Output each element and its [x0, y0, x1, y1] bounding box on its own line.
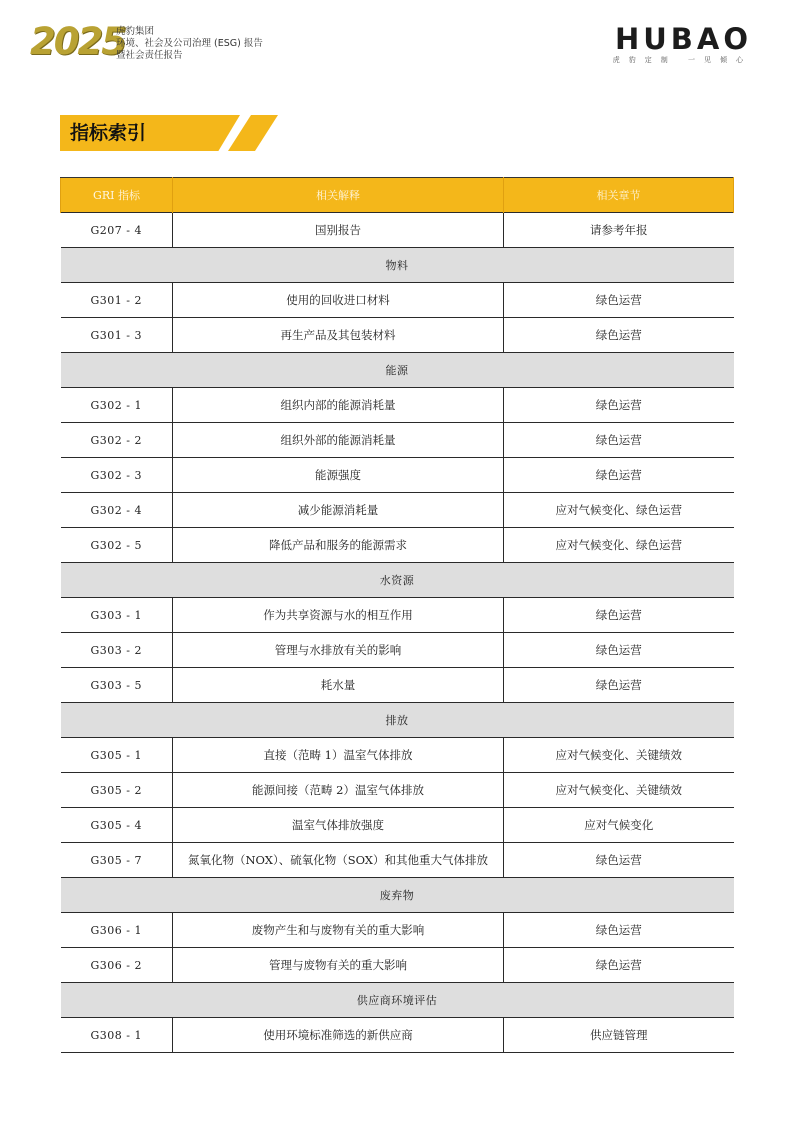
description-cell: 能源强度: [173, 458, 504, 493]
table-row: [61, 843, 734, 878]
chapter-cell: 绿色运营: [504, 458, 734, 493]
chapter-cell: 绿色运营: [504, 388, 734, 423]
description-cell: 降低产品和服务的能源需求: [173, 528, 504, 563]
table-group-row: [61, 703, 734, 738]
description-cell: 管理与废物有关的重大影响: [173, 948, 504, 983]
description-cell: 组织内部的能源消耗量: [173, 388, 504, 423]
chapter-cell: 应对气候变化、绿色运营: [504, 493, 734, 528]
chapter-cell: 请参考年报: [504, 213, 734, 248]
description-cell: 管理与水排放有关的影响: [173, 633, 504, 668]
section-title: 指标索引: [70, 122, 147, 144]
chapter-cell: 绿色运营: [504, 913, 734, 948]
chapter-cell: 应对气候变化、关键绩效: [504, 773, 734, 808]
description-cell: 废物产生和与废物有关的重大影响: [173, 913, 504, 948]
group-label: 物料: [61, 248, 734, 283]
description-cell: 国别报告: [173, 213, 504, 248]
chapter-cell: 绿色运营: [504, 843, 734, 878]
chapter-cell: 绿色运营: [504, 633, 734, 668]
gri-code-cell: G207 - 4: [61, 213, 173, 248]
table-row: [61, 213, 734, 248]
table-group-row: [61, 878, 734, 913]
description-cell: 氮氧化物（NOX）、硫氧化物（SOX）和其他重大气体排放: [173, 843, 504, 878]
gri-code-cell: G303 - 2: [61, 633, 173, 668]
table-group-row: [61, 563, 734, 598]
table-row: [61, 493, 734, 528]
description-cell: 直接（范畴 1）温室气体排放: [173, 738, 504, 773]
chapter-cell: 绿色运营: [504, 283, 734, 318]
table-row: [61, 423, 734, 458]
chapter-cell: 绿色运营: [504, 598, 734, 633]
gri-code-cell: G303 - 5: [61, 668, 173, 703]
table-row: [61, 808, 734, 843]
chapter-cell: 应对气候变化、绿色运营: [504, 528, 734, 563]
table-row: [61, 388, 734, 423]
chapter-cell: 绿色运营: [504, 318, 734, 353]
gri-code-cell: G306 - 2: [61, 948, 173, 983]
gri-code-cell: G305 - 2: [61, 773, 173, 808]
report-title-line2: 暨社会责任报告: [116, 50, 183, 61]
gri-code-cell: G305 - 4: [61, 808, 173, 843]
description-cell: 能源间接（范畴 2）温室气体排放: [173, 773, 504, 808]
description-cell: 使用的回收进口材料: [173, 283, 504, 318]
brand-logo: [613, 24, 752, 65]
group-label: 排放: [61, 703, 734, 738]
gri-code-cell: G302 - 1: [61, 388, 173, 423]
chapter-cell: 供应链管理: [504, 1018, 734, 1053]
description-cell: 组织外部的能源消耗量: [173, 423, 504, 458]
year-logo: 2025: [30, 20, 125, 63]
table-body: [61, 213, 734, 1053]
table-row: [61, 738, 734, 773]
description-cell: 再生产品及其包装材料: [173, 318, 504, 353]
table-group-row: [61, 248, 734, 283]
table-row: [61, 773, 734, 808]
gri-code-cell: G302 - 4: [61, 493, 173, 528]
brand-name: HUBAO: [614, 22, 752, 56]
gri-code-cell: G308 - 1: [61, 1018, 173, 1053]
description-cell: 使用环境标准筛选的新供应商: [173, 1018, 504, 1053]
table-group-row: [61, 353, 734, 388]
group-label: 供应商环境评估: [61, 983, 734, 1018]
group-label: 废弃物: [61, 878, 734, 913]
gri-code-cell: G302 - 3: [61, 458, 173, 493]
table-header-row: [61, 178, 734, 213]
description-cell: 温室气体排放强度: [173, 808, 504, 843]
group-label: 能源: [61, 353, 734, 388]
description-cell: 耗水量: [173, 668, 504, 703]
description-cell: 减少能源消耗量: [173, 493, 504, 528]
section-banner: [60, 115, 280, 151]
header-description: 相关解释: [173, 178, 504, 213]
company-name: 虎豹集团: [116, 26, 155, 37]
report-title-line1: 环境、社会及公司治理 (ESG) 报告: [116, 38, 263, 49]
table-row: [61, 598, 734, 633]
gri-code-cell: G302 - 2: [61, 423, 173, 458]
table-row: [61, 668, 734, 703]
table-row: [61, 318, 734, 353]
table-row: [61, 913, 734, 948]
table-row: [61, 528, 734, 563]
table-row: [61, 633, 734, 668]
chapter-cell: 应对气候变化: [504, 808, 734, 843]
report-header-text: [116, 26, 263, 62]
table-row: [61, 283, 734, 318]
gri-code-cell: G306 - 1: [61, 913, 173, 948]
table-row: [61, 948, 734, 983]
chapter-cell: 绿色运营: [504, 668, 734, 703]
gri-code-cell: G301 - 2: [61, 283, 173, 318]
table-row: [61, 458, 734, 493]
gri-code-cell: G303 - 1: [61, 598, 173, 633]
group-label: 水资源: [61, 563, 734, 598]
chapter-cell: 应对气候变化、关键绩效: [504, 738, 734, 773]
table-group-row: [61, 983, 734, 1018]
header-chapter: 相关章节: [504, 178, 734, 213]
brand-slogan: 虎豹定制 一见倾心: [612, 56, 752, 64]
description-cell: 作为共享资源与水的相互作用: [173, 598, 504, 633]
chapter-cell: 绿色运营: [504, 423, 734, 458]
header-gri-code: GRI 指标: [61, 178, 173, 213]
gri-code-cell: G305 - 1: [61, 738, 173, 773]
gri-code-cell: G302 - 5: [61, 528, 173, 563]
chapter-cell: 绿色运营: [504, 948, 734, 983]
table-row: [61, 1018, 734, 1053]
gri-code-cell: G305 - 7: [61, 843, 173, 878]
gri-code-cell: G301 - 3: [61, 318, 173, 353]
gri-index-table: [60, 177, 734, 1053]
